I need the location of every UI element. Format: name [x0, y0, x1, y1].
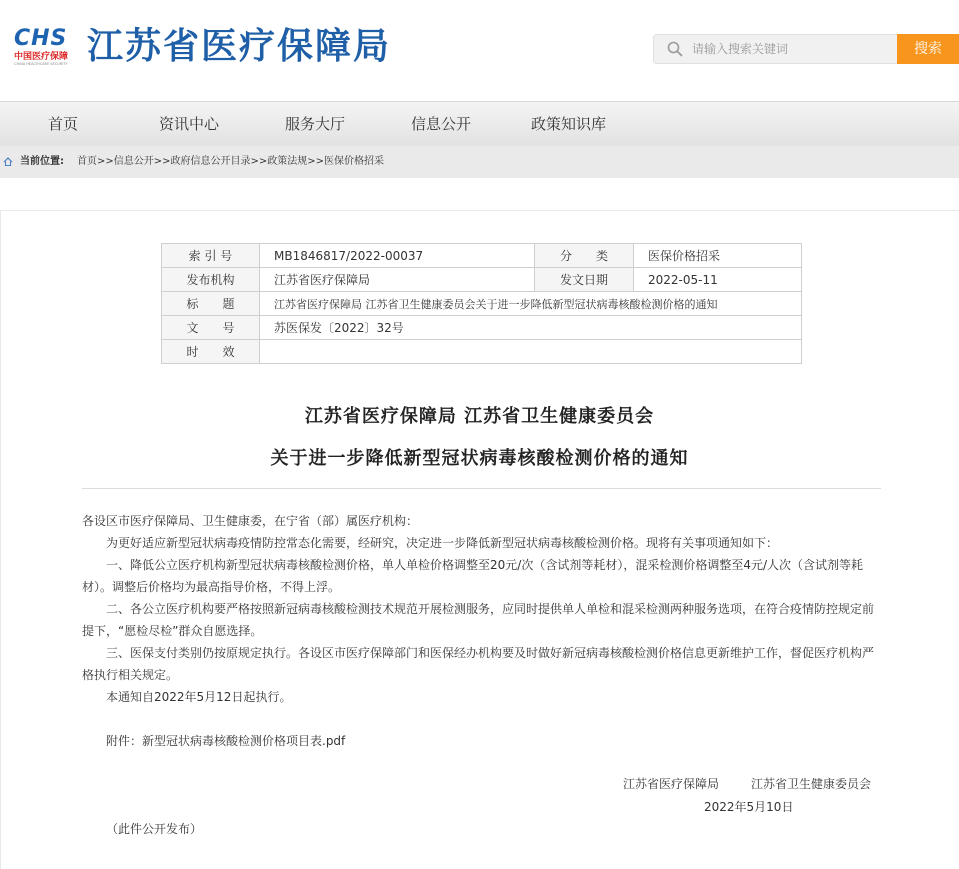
salutation: 各设区市医疗保障局、卫生健康委，在宁省（部）属医疗机构：	[82, 514, 419, 528]
meta-docno-label: 文 号	[162, 316, 260, 340]
search-button[interactable]: 搜索	[897, 34, 959, 64]
meta-publisher-label: 发布机构	[162, 268, 260, 292]
nav-item-policy-library[interactable]: 政策知识库	[531, 115, 607, 133]
document-meta-table	[161, 243, 802, 364]
meta-title-label: 标 题	[162, 292, 260, 316]
item3-line1: 三、医保支付类别仍按原规定执行。各设区市医疗保障部门和医保经办机构要及时做好新冠病毒核酸检测价格信息更新维护工作，督促医疗机构严	[106, 646, 875, 660]
nav-item-services[interactable]: 服务大厅	[285, 115, 346, 133]
home-icon	[3, 157, 13, 166]
nav-item-home[interactable]: 首页	[48, 115, 79, 133]
main-nav	[0, 101, 959, 147]
attachment-link[interactable]: 附件：新型冠状病毒核酸检测价格项目表.pdf	[106, 734, 346, 748]
logo-mark: CHS	[14, 26, 68, 51]
meta-index-label: 索 引 号	[162, 244, 260, 268]
search-input[interactable]	[692, 35, 892, 63]
meta-title-value: 江苏省医疗保障局 江苏省卫生健康委员会关于进一步降低新型冠状病毒核酸检测价格的通知	[260, 292, 802, 316]
document-title-line2: 关于进一步降低新型冠状病毒核酸检测价格的通知	[270, 448, 689, 469]
document-title-line1: 江苏省医疗保障局 江苏省卫生健康委员会	[304, 406, 655, 427]
breadcrumb-label: 当前位置:	[20, 156, 64, 167]
item1-line2: 材）。调整后价格均为最高指导价格，不得上浮。	[82, 580, 341, 594]
item2-line1: 二、各公立医疗机构要严格按照新冠病毒核酸检测技术规范开展检测服务，应同时提供单人单检和混采检测两种服务选项，在符合疫情防控规定前	[106, 602, 875, 616]
meta-index-value: MB1846817/2022-00037	[260, 244, 535, 268]
chs-logo[interactable]	[14, 27, 76, 69]
meta-publisher-value: 江苏省医疗保障局	[260, 268, 535, 292]
signer-health-commission: 江苏省卫生健康委员会	[751, 777, 872, 791]
item1-line1: 一、降低公立医疗机构新型冠状病毒核酸检测价格，单人单检价格调整至20元/次（含试剂等耗材），混采检测价格调整至4元/人次（含试剂等耗	[106, 558, 863, 572]
meta-category-label: 分 类	[535, 244, 634, 268]
search-icon	[667, 41, 683, 57]
meta-date-label: 发文日期	[535, 268, 634, 292]
breadcrumb-path[interactable]: 首页>>信息公开>>政府信息公开目录>>政策法规>>医保价格招采	[77, 156, 385, 167]
search-box[interactable]	[653, 34, 898, 64]
publish-note: （此件公开发布）	[106, 822, 203, 836]
meta-category-value: 医保价格招采	[634, 244, 802, 268]
item3-line2: 格执行相关规定。	[82, 668, 179, 682]
site-header	[0, 0, 959, 100]
meta-validity-label: 时 效	[162, 340, 260, 364]
nav-item-info-disclosure[interactable]: 信息公开	[411, 115, 472, 133]
breadcrumb	[0, 146, 959, 178]
sign-date: 2022年5月10日	[704, 800, 794, 814]
title-divider	[82, 488, 881, 489]
nav-item-news[interactable]: 资讯中心	[159, 115, 220, 133]
signer-medical-security: 江苏省医疗保障局	[623, 777, 720, 791]
meta-date-value: 2022-05-11	[634, 268, 802, 292]
effective-date-paragraph: 本通知自2022年5月12日起执行。	[106, 690, 292, 704]
logo-en-text: CHINA HEALTHCARE SECURITY	[14, 62, 68, 66]
meta-validity-value	[260, 340, 802, 364]
logo-cn-text: 中国医疗保障	[14, 52, 69, 62]
intro-paragraph: 为更好适应新型冠状病毒疫情防控常态化需要，经研究，决定进一步降低新型冠状病毒核酸检测价格。现将有关事项通知如下：	[106, 536, 779, 550]
item2-line2: 提下，“愿检尽检”群众自愿选择。	[82, 624, 263, 638]
site-title[interactable]: 江苏省医疗保障局	[87, 26, 392, 67]
meta-docno-value: 苏医保发〔2022〕32号	[260, 316, 802, 340]
